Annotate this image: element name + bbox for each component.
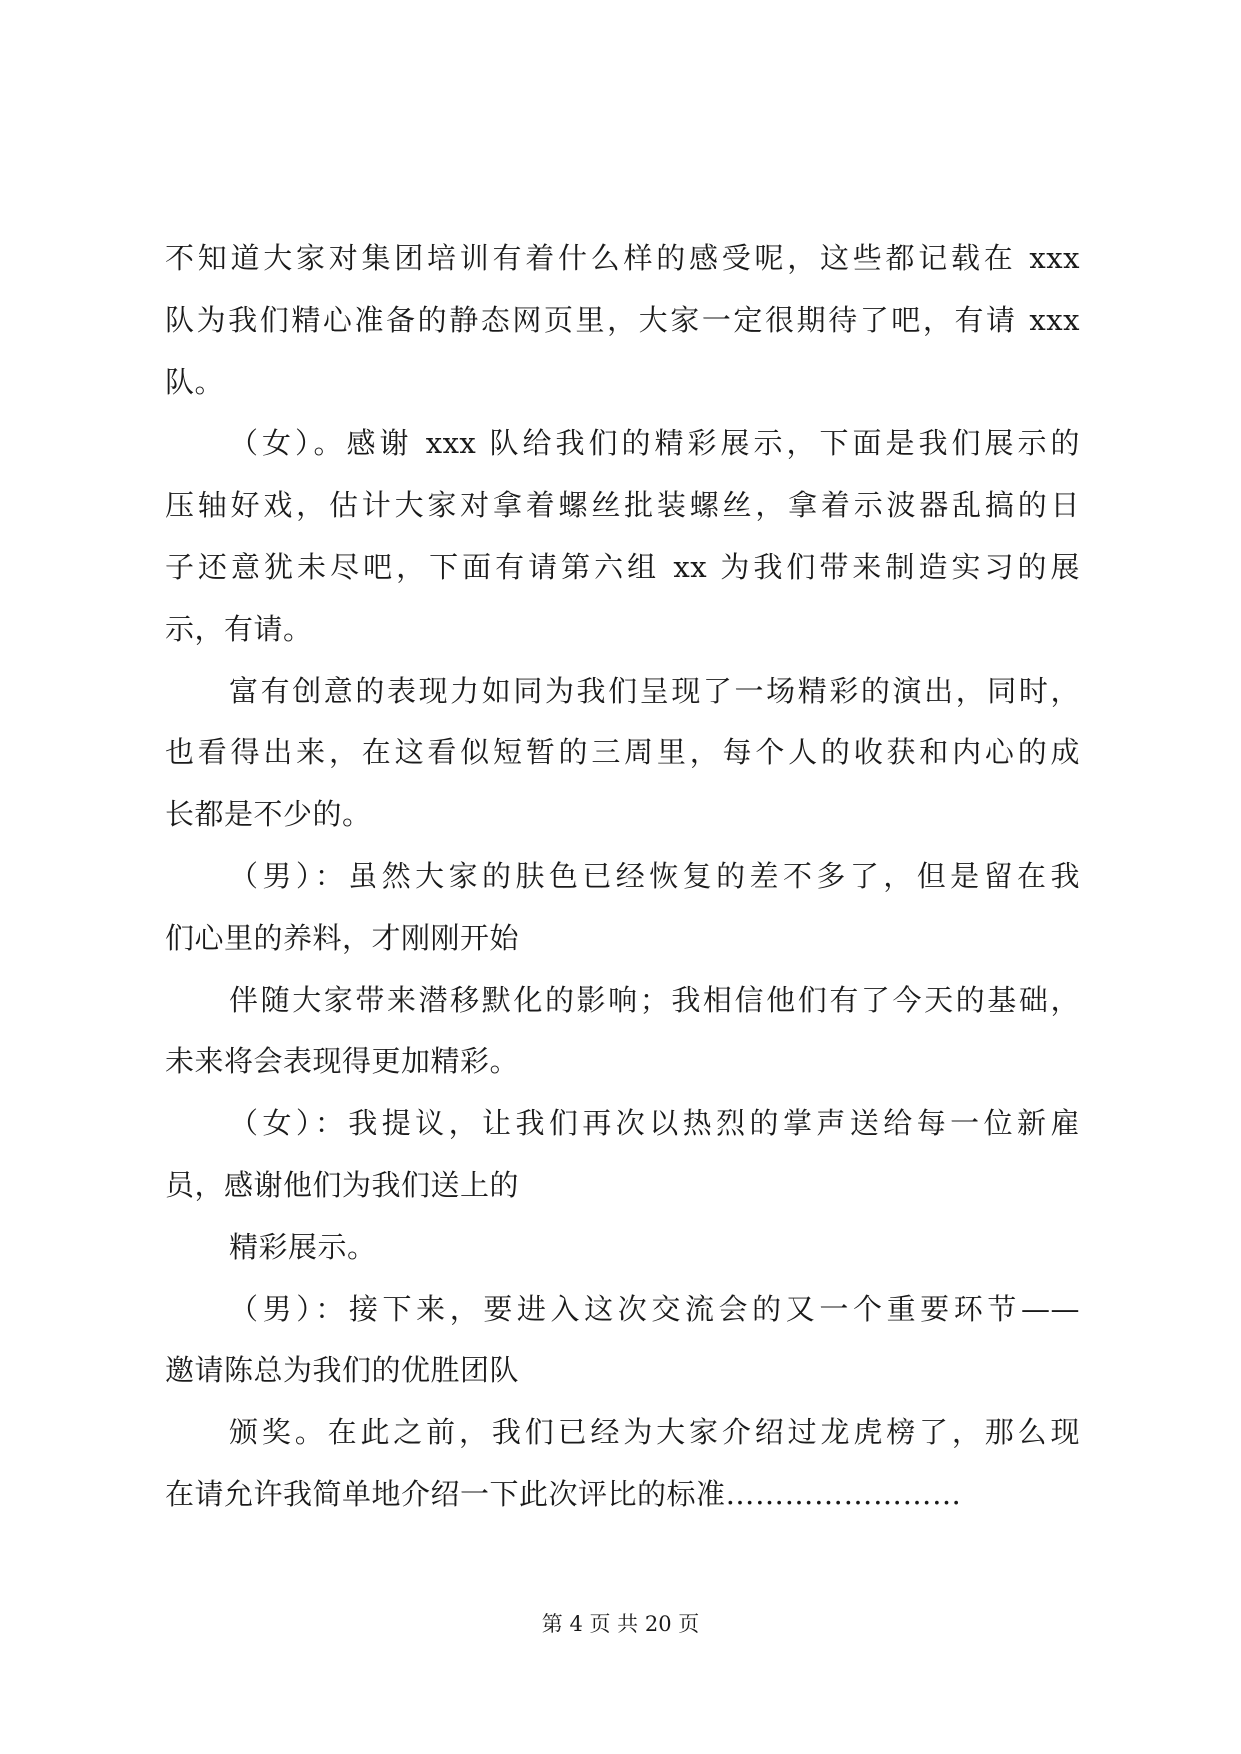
text-line: （女）。感谢 xxx 队给我们的精彩展示，下面是我们展示的 bbox=[229, 426, 1080, 461]
text-line: 也看得出来，在这看似短暂的三周里，每个人的收获和内心的成 bbox=[165, 735, 1080, 770]
text-line: 未来将会表现得更加精彩。 bbox=[165, 1044, 520, 1079]
text-line: 示，有请。 bbox=[165, 611, 313, 646]
page-footer: 第 4 页 共 20 页 bbox=[541, 1612, 700, 1636]
text-line: （女）：我提议，让我们再次以热烈的掌声送给每一位新雇 bbox=[229, 1106, 1080, 1141]
text-line: 们心里的养料，才刚刚开始 bbox=[165, 920, 520, 955]
text-line: 队为我们精心准备的静态网页里，大家一定很期待了吧，有请 xxx bbox=[165, 302, 1080, 337]
text-line: 不知道大家对集团培训有着什么样的感受呢，这些都记载在 xxx bbox=[165, 241, 1080, 275]
text-line: 颁奖。在此之前，我们已经为大家介绍过龙虎榜了，那么现 bbox=[229, 1415, 1080, 1450]
text-line: （男）：虽然大家的肤色已经恢复的差不多了，但是留在我 bbox=[229, 858, 1080, 893]
text-line: 精彩展示。 bbox=[229, 1229, 377, 1264]
text-line: 长都是不少的。 bbox=[165, 797, 372, 832]
text-line: 伴随大家带来潜移默化的影响；我相信他们有了今天的基础， bbox=[229, 982, 1080, 1017]
text-line: 队。 bbox=[165, 364, 225, 399]
text-line: 富有创意的表现力如同为我们呈现了一场精彩的演出，同时， bbox=[229, 673, 1080, 708]
text-line: 压轴好戏，估计大家对拿着螺丝批装螺丝，拿着示波器乱搞的日 bbox=[165, 488, 1080, 523]
text-line: （男）：接下来，要进入这次交流会的又一个重要环节—— bbox=[229, 1291, 1080, 1326]
text-line: 邀请陈总为我们的优胜团队 bbox=[165, 1353, 520, 1388]
text-line: 在请允许我简单地介绍一下此次评比的标准…………………… bbox=[165, 1476, 962, 1511]
document-body bbox=[165, 228, 1080, 1526]
text-line: 员，感谢他们为我们送上的 bbox=[165, 1167, 520, 1202]
text-line: 子还意犹未尽吧，下面有请第六组 xx 为我们带来制造实习的展 bbox=[165, 549, 1080, 584]
